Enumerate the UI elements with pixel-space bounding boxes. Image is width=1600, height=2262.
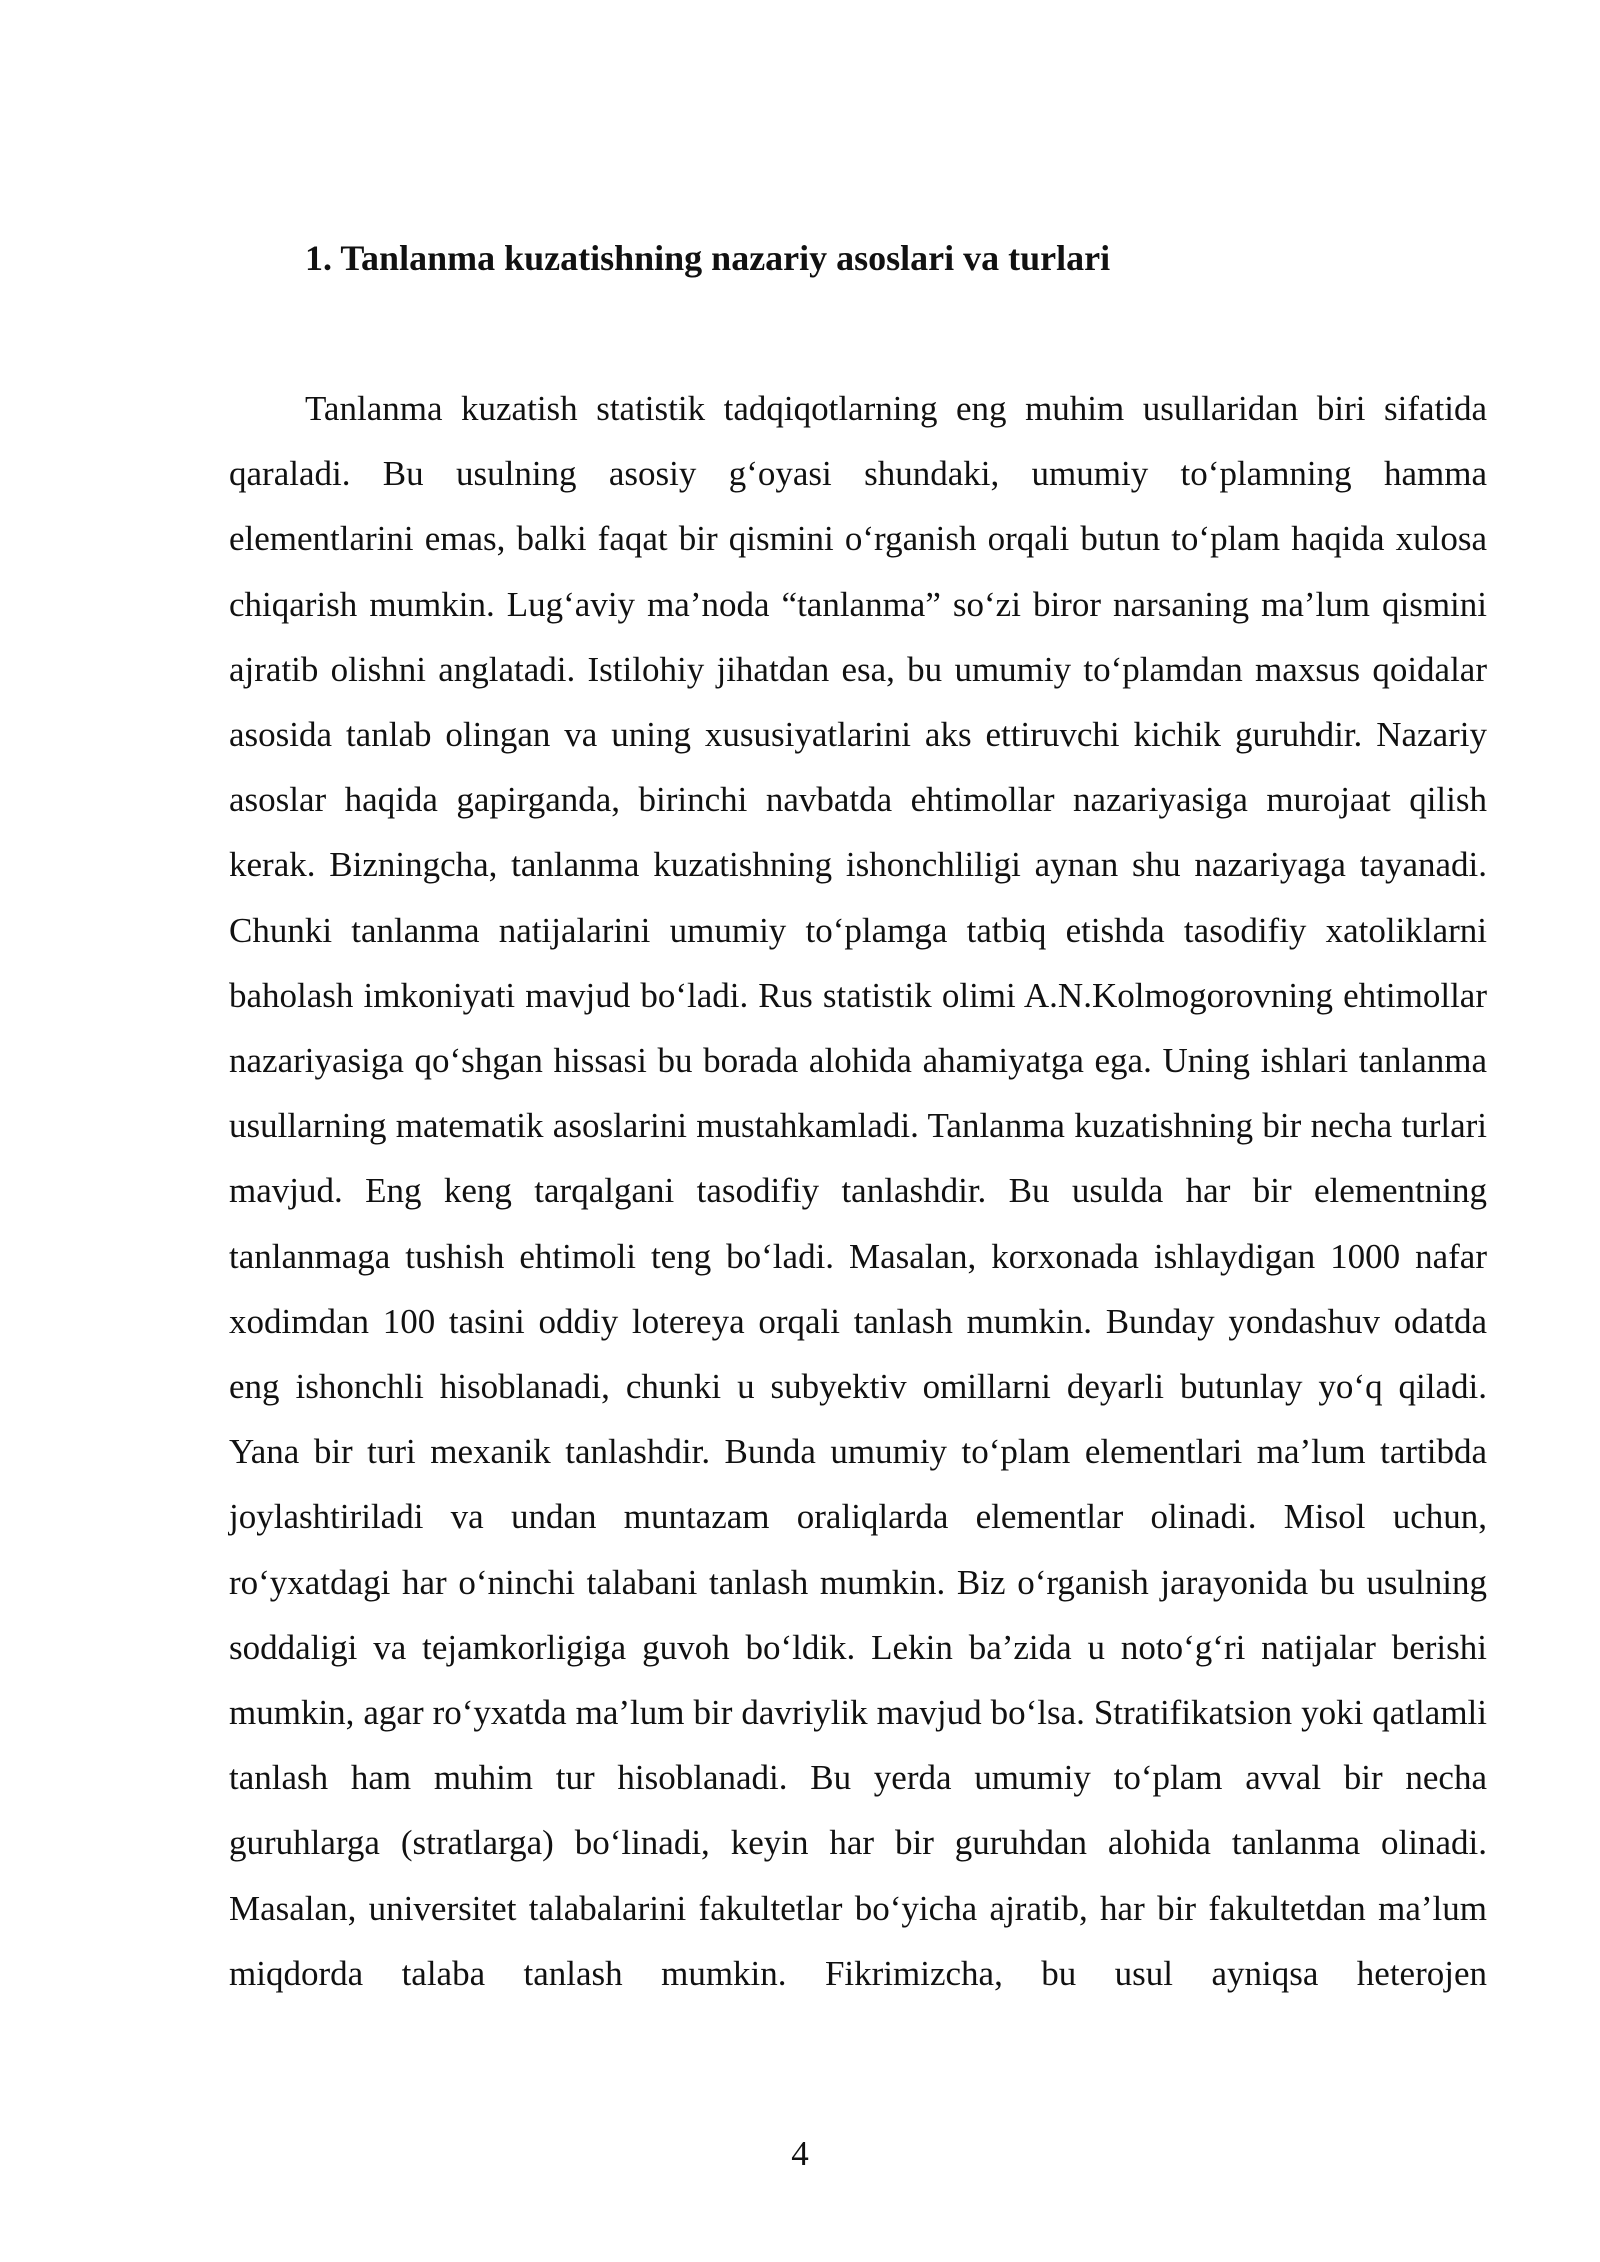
page-number: 4 <box>791 2134 809 2173</box>
body-paragraph: Tanlanma kuzatish statistik tadqiqotlarning eng muhim usullaridan biri sifatida qaraladi. Bu usulning asosiy g‘oyasi shundaki, umumiy to‘plamning hamma elementlarini emas, balki faqat bir qismini o‘rganish orqali butun to‘plam haqida xulosa chiqarish mumkin. Lug‘aviy ma’noda “tanlanma” so‘zi biror narsaning ma’lum qismini ajratib olishni anglatadi. Istilohiy jihatdan esa, bu umumiy to‘plamdan maxsus qoidalar asosida tanlab olingan va uning xususiyatlarini aks ettiruvchi kichik guruhdir. Nazariy asoslar haqida gapirganda, birinchi navbatda ehtimollar nazariyasiga murojaat qilish kerak. Bizningcha, tanlanma kuzatishning ishonchliligi aynan shu nazariyaga tayanadi. Chunki tanlanma natijalarini umumiy to‘plamga tatbiq etishda tasodifiy xatoliklarni baholash imkoniyati mavjud bo‘ladi. Rus statistik olimi A.N.Kolmogorovning ehtimollar nazariyasiga qo‘shgan hissasi bu borada alohida ahamiyatga ega. Uning ishlari tanlanma usullarning matematik asoslarini mustahkamladi. Tanlanma kuzatishning bir necha turlari mavjud. Eng keng tarqalgani tasodifiy tanlashdir. Bu usulda har bir elementning tanlanmaga tushish ehtimoli teng bo‘ladi. Masalan, korxonada ishlaydigan 1000 nafar xodimdan 100 tasini oddiy lotereya orqali tanlash mumkin. Bunday yondashuv odatda eng ishonchli hisoblanadi, chunki u subyektiv omillarni deyarli butunlay yo‘q qiladi. Yana bir turi mexanik tanlashdir. Bunda umumiy to‘plam elementlari ma’lum tartibda joylashtiriladi va undan muntazam oraliqlarda elementlar olinadi. Misol uchun, ro‘yxatdagi har o‘ninchi talabani tanlash mumkin. Biz o‘rganish jarayonida bu usulning soddaligi va tejamkorligiga guvoh bo‘ldik. Lekin ba’zida u noto‘g‘ri natijalar berishi mumkin, agar ro‘yxatda ma’lum bir davriylik mavjud bo‘lsa. Stratifikatsion yoki qatlamli tanlash ham muhim tur hisoblanadi. Bu yerda umumiy to‘plam avval bir necha guruhlarga (stratlarga) bo‘linadi, keyin har bir guruhdan alohida tanlanma olinadi. Masalan, universitet talabalarini fakultetlar bo‘yicha ajratib, har bir fakultetdan ma’lum miqdorda talaba tanlash mumkin. Fikrimizcha, bu usul ayniqsa heterojen <box>229 389 1487 1993</box>
section-heading: 1. Tanlanma kuzatishning nazariy asoslari va turlari <box>305 238 1111 278</box>
